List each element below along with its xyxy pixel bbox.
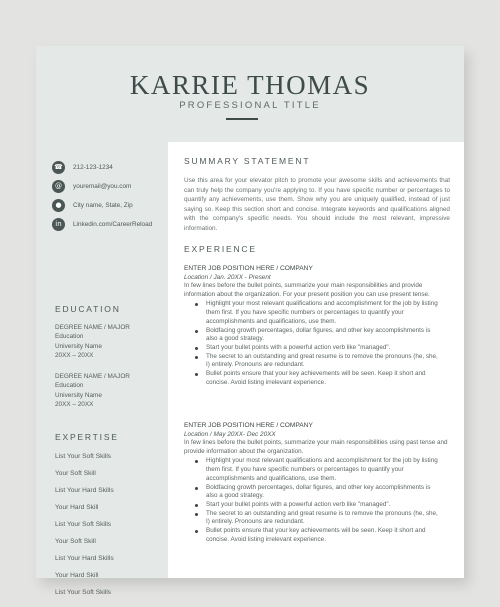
at-icon: @ (52, 180, 65, 193)
education-entry (55, 372, 165, 409)
job-bullet: Boldfacing growth percentages, dollar figures, and other key accomplishments is also a good strategy. (184, 484, 450, 501)
title-divider (226, 118, 258, 120)
job-description: In few lines before the bullet points, summarize your main responsibilities using past tense and provide information about the organization. (184, 439, 448, 455)
degree-name: DEGREE NAME / MAJOR (55, 324, 130, 331)
contact-linkedin-text: Linkedin.com/CareerReload (73, 220, 153, 228)
degree-years: 20XX – 20XX (55, 351, 94, 359)
professional-title: PROFESSIONAL TITLE (179, 100, 321, 111)
resume-page (36, 46, 464, 596)
job-location-dates: Location / May 20XX- Dec 20XX (184, 431, 276, 438)
location-pin-icon: ● (52, 199, 65, 212)
job-bullets (184, 457, 450, 544)
degree-field: Education (55, 382, 84, 390)
skill-item: List Your Hard Skills (55, 487, 114, 494)
job-bullet: Highlight your most relevant qualifications and accomplishment for the job by listing them first. If you have specific numbers or percentages to quantify your accomplishments and qualifications, use them. (184, 457, 450, 483)
skill-item: Your Soft Skill (55, 538, 96, 545)
summary-text: Use this area for your elevator pitch to promote your awesome skills and achievements that can truly help the company you're applying to. If you have specific number or percentages to quantify any achievements, use them. Show why you are uniquely qualified, instead of just saying so. Keep this section short and concise. Integrate keywords and qualifications aligned with the company's specific needs. You should include the most relevant, impressive information. (184, 177, 450, 232)
education-heading: EDUCATION (55, 304, 121, 314)
job-bullet: Start your bullet points with a powerful action verb like "managed". (184, 501, 450, 510)
job-entry (184, 264, 450, 387)
linkedin-icon: in (52, 218, 65, 231)
skill-item: List Your Soft Skills (55, 521, 112, 528)
phone-icon: ☎ (52, 161, 65, 174)
degree-years: 20XX – 20XX (55, 400, 94, 408)
job-bullet: Boldfacing growth percentages, dollar figures, and other key accomplishments is also a good strategy. (184, 327, 450, 344)
job-title: ENTER JOB POSITION HERE / COMPANY (184, 265, 313, 272)
job-description: In few lines before the bullet points, summarize your main responsibilities and provide information about the organization. For your present position you can use present tense. (184, 282, 430, 298)
contact-location (52, 198, 133, 212)
job-bullet: Bullet points ensure that your key achievements will be seen. Keep it short and concise. Avoid listing irrelevant experience. (184, 370, 450, 387)
contact-phone-text: 212-123-1234 (73, 163, 113, 171)
sidebar (36, 142, 168, 596)
skill-item: List Your Hard Skills (55, 555, 114, 562)
job-bullet: Start your bullet points with a powerful action verb like "managed". (184, 344, 450, 353)
job-bullet: The secret to an outstanding and great resume is to remove the pronouns (he, she, I) entirely. Pronouns are redundant. (184, 353, 450, 370)
job-bullets (184, 300, 450, 387)
skill-item: Your Soft Skill (55, 470, 96, 477)
university-name: University Name (55, 342, 102, 350)
expertise-heading: EXPERTISE (55, 432, 119, 442)
candidate-name: KARRIE THOMAS (129, 70, 371, 100)
contact-location-text: City name, State, Zip (73, 201, 133, 209)
degree-field: Education (55, 333, 84, 341)
contact-email-text: youremail@you.com (73, 182, 132, 190)
skill-item: Your Hard Skill (55, 572, 99, 579)
degree-name: DEGREE NAME / MAJOR (55, 373, 130, 380)
contact-phone (52, 160, 113, 174)
skill-item: Your Hard Skill (55, 504, 99, 511)
experience-heading: EXPERIENCE (184, 244, 257, 254)
skill-item: List Your Soft Skills (55, 453, 112, 460)
job-entry (184, 421, 450, 544)
job-bullet: Highlight your most relevant qualifications and accomplishment for the job by listing them first. If you have specific numbers or percentages to quantify your accomplishments and qualifications, use them. (184, 300, 450, 326)
education-entry (55, 323, 165, 360)
job-bullet: Bullet points ensure that your key achievements will be seen. Keep it short and concise. Avoid listing irrelevant experience. (184, 527, 450, 544)
job-title: ENTER JOB POSITION HERE / COMPANY (184, 422, 313, 429)
job-location-dates: Location / Jan. 20XX - Present (184, 274, 271, 281)
contact-linkedin (52, 217, 152, 231)
university-name: University Name (55, 391, 102, 399)
resume-header (36, 46, 464, 142)
contact-email (52, 179, 131, 193)
job-bullet: The secret to an outstanding and great resume is to remove the pronouns (he, she, I) entirely. Pronouns are redundant. (184, 510, 450, 527)
summary-heading: SUMMARY STATEMENT (184, 156, 311, 166)
skill-item: List Your Soft Skills (55, 589, 112, 596)
